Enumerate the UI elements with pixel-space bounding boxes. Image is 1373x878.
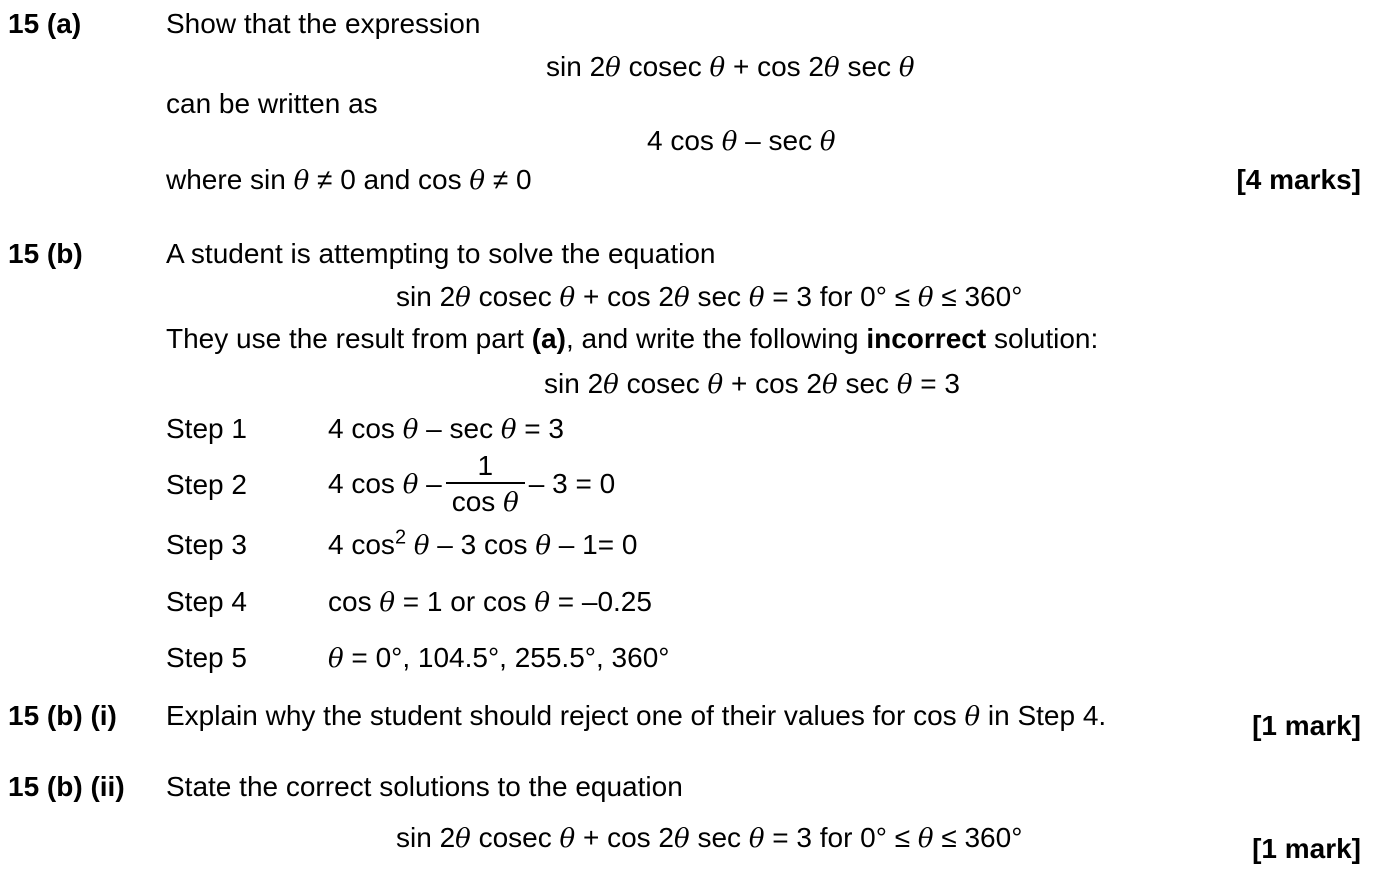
q15b-equation: sin 2θ cosec θ + cos 2θ sec θ = 3 for 0° ≤ θ ≤ 360° bbox=[396, 281, 1023, 313]
theta-symbol: θ bbox=[379, 588, 396, 618]
they-use-text-2: , and write the following bbox=[565, 323, 867, 354]
q15a-condition: where sin θ ≠ 0 and cos θ ≠ 0 bbox=[166, 164, 532, 196]
theta-symbol: θ bbox=[819, 127, 836, 157]
step-3-expression bbox=[328, 526, 638, 561]
theta-symbol: θ bbox=[559, 824, 576, 854]
step-4-label: Step 4 bbox=[166, 586, 247, 617]
theta-symbol: θ bbox=[534, 588, 550, 618]
theta-symbol: θ bbox=[898, 53, 915, 83]
theta-symbol: θ bbox=[559, 283, 576, 313]
theta-symbol: θ bbox=[964, 702, 981, 732]
q15bi-marks: [1 mark] bbox=[1252, 710, 1361, 741]
theta-symbol: θ bbox=[917, 283, 934, 313]
step-3-label: Step 3 bbox=[166, 529, 247, 560]
theta-symbol: θ bbox=[455, 283, 471, 313]
step-3-pre: 4 cos bbox=[328, 529, 395, 560]
q15a-marks: [4 marks] bbox=[1236, 164, 1361, 195]
step-1-expression: 4 cos θ – sec θ = 3 bbox=[328, 413, 564, 445]
q15bii-equation: sin 2θ cosec θ + cos 2θ sec θ = 3 for 0° ≤ θ ≤ 360° bbox=[396, 822, 1023, 854]
question-number-15a: 15 (a) bbox=[8, 8, 82, 39]
theta-symbol: θ bbox=[721, 127, 738, 157]
theta-symbol: θ bbox=[469, 166, 486, 196]
question-number-15b: 15 (b) bbox=[8, 238, 83, 269]
step-5-expression: θ = 0°, 104.5°, 255.5°, 360° bbox=[328, 642, 670, 674]
theta-symbol: θ bbox=[674, 824, 690, 854]
theta-symbol: θ bbox=[328, 644, 344, 674]
q15b-intro: A student is attempting to solve the equation bbox=[166, 238, 716, 269]
they-use-text-3: solution: bbox=[986, 323, 1099, 354]
theta-symbol: θ bbox=[603, 370, 619, 400]
theta-symbol: θ bbox=[917, 824, 934, 854]
theta-symbol: θ bbox=[709, 53, 726, 83]
incorrect-emphasis: incorrect bbox=[866, 323, 987, 354]
q15a-result: 4 cos θ – sec θ bbox=[647, 125, 836, 157]
theta-symbol: θ bbox=[503, 488, 519, 518]
step-4-expression: cos θ = 1 or cos θ = –0.25 bbox=[328, 586, 652, 618]
q15bi-text: Explain why the student should reject one of their values for cos θ in Step 4. bbox=[166, 700, 1107, 732]
step-2-post: – 3 = 0 bbox=[528, 468, 616, 499]
theta-symbol: θ bbox=[402, 415, 419, 445]
theta-symbol: θ bbox=[674, 283, 690, 313]
theta-symbol: θ bbox=[707, 370, 724, 400]
q15b-equation-repeat: sin 2θ cosec θ + cos 2θ sec θ = 3 bbox=[544, 368, 960, 400]
theta-symbol: θ bbox=[413, 531, 430, 561]
q15bii-text: State the correct solutions to the equation bbox=[166, 771, 683, 802]
theta-symbol: θ bbox=[535, 531, 551, 561]
question-number-15bi: 15 (b) (i) bbox=[8, 700, 117, 731]
theta-symbol: θ bbox=[293, 166, 310, 196]
step-3-post: θ – 3 cos θ – 1= 0 bbox=[413, 529, 638, 561]
fraction-numerator: 1 bbox=[446, 452, 525, 484]
theta-symbol: θ bbox=[896, 370, 913, 400]
step-3-superscript: 2 bbox=[394, 526, 407, 549]
step-2-fraction bbox=[446, 452, 525, 516]
question-number-15bii: 15 (b) (ii) bbox=[8, 771, 125, 802]
theta-symbol: θ bbox=[402, 470, 419, 500]
q15b-they-use bbox=[166, 325, 1098, 353]
step-2-expression bbox=[328, 452, 615, 516]
q15bii-marks: [1 mark] bbox=[1252, 833, 1361, 864]
theta-symbol: θ bbox=[500, 415, 517, 445]
q15a-can-be-written: can be written as bbox=[166, 88, 378, 119]
q15a-intro: Show that the expression bbox=[166, 8, 481, 39]
theta-symbol: θ bbox=[748, 824, 765, 854]
theta-symbol: θ bbox=[605, 53, 621, 83]
step-2-label: Step 2 bbox=[166, 469, 247, 500]
q15a-expression: sin 2θ cosec θ + cos 2θ sec θ bbox=[546, 51, 915, 83]
theta-symbol: θ bbox=[822, 370, 838, 400]
step-5-label: Step 5 bbox=[166, 642, 247, 673]
step-1-label: Step 1 bbox=[166, 413, 247, 444]
part-a-reference: (a) bbox=[531, 323, 566, 354]
fraction-denominator: cos θ bbox=[451, 486, 519, 518]
they-use-text-1: They use the result from part bbox=[166, 323, 532, 354]
theta-symbol: θ bbox=[455, 824, 471, 854]
step-2-pre: 4 cos θ – bbox=[328, 468, 442, 500]
theta-symbol: θ bbox=[824, 53, 840, 83]
theta-symbol: θ bbox=[748, 283, 765, 313]
